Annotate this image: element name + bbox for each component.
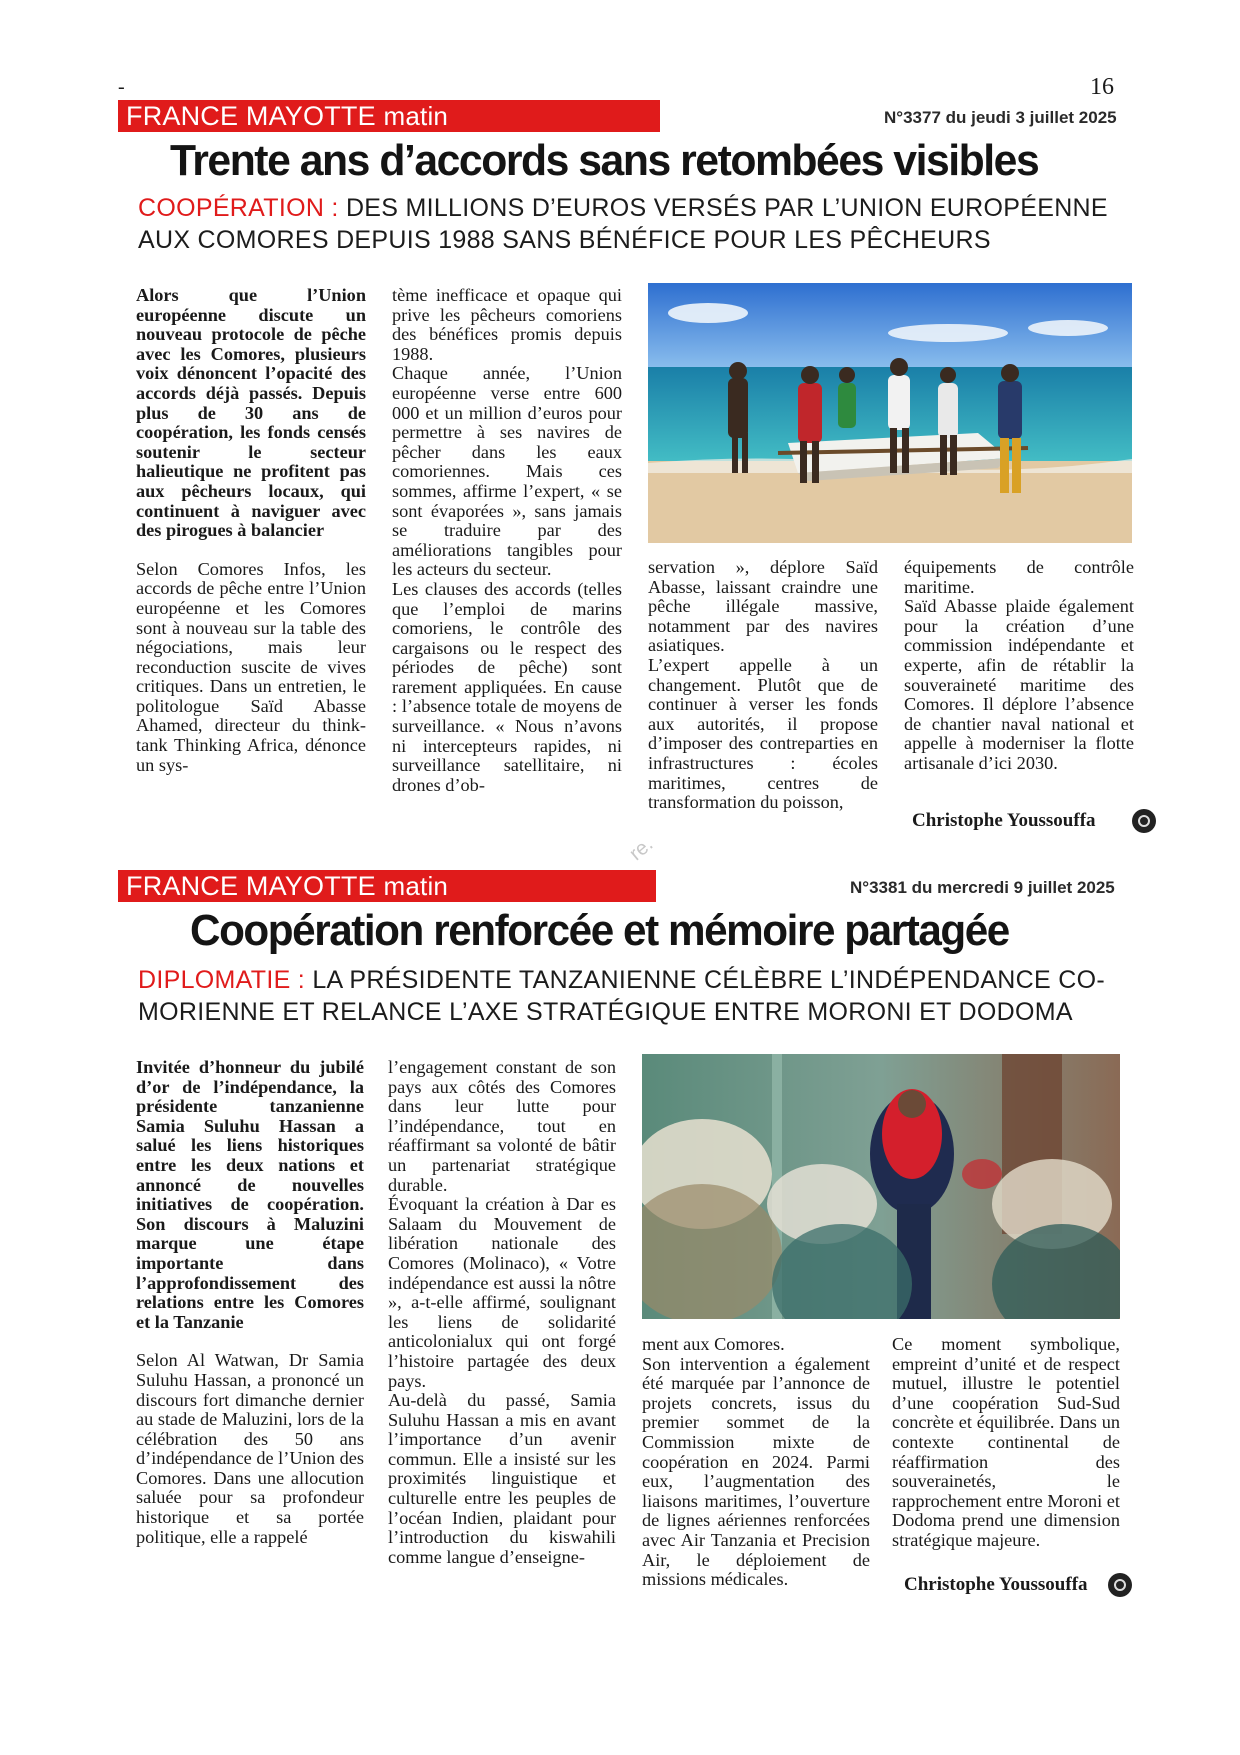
body-paragraph: Son intervention a également été marquée par l’annonce de projets concrets, issus du premier sommet de la Commission mixte de coopération en 2024. Parmi eux, l’augmentation des liaisons maritimes, l’ouverture de lignes aériennes renforcées avec Air Tanzania et Precision Air, le déploiement de missions médicales. xyxy=(642,1353,870,1590)
author-signature: Christophe Youssouffa xyxy=(912,810,1096,831)
lead-paragraph: Invitée d’honneur du jubilé d’or de l’indépendance, la présidente tanzanienne Samia Suluhu Hassan a salué les liens historiques entre les deux nations et annoncé de nouvelles initiatives de coopération. Son discours à Maluzini marque une étape importante dans l’approfondissement des relations entre les Comores et la Tanzanie xyxy=(136,1057,364,1332)
kicker-line-1: DES MILLIONS D’EUROS VERSÉS PAR L’UNION EUROPÉENNE xyxy=(345,194,1108,222)
watermark: re. xyxy=(625,833,658,866)
article-kicker xyxy=(138,192,1138,256)
photo-fishermen-pirogue xyxy=(648,283,1132,543)
kicker-line-1: LA PRÉSIDENTE TANZANIENNE CÉLÈBRE L’INDÉPENDANCE CO- xyxy=(312,966,1105,994)
body-paragraph: servation », déplore Saïd Abasse, laissant craindre une pêche illégale massive, notamment par des navires asiatiques. xyxy=(648,557,878,656)
body-paragraph: Au-delà du passé, Samia Suluhu Hassan a mis en avant l’importance d’un avenir commun. Elle a insisté sur les proximités linguistique et culturelle entre les peuples de l’océan Indien, plaidant pour l’introduction du kiswahili comme langue d’enseigne- xyxy=(388,1390,616,1567)
article-title: Trente ans d’accords sans retombées visibles xyxy=(170,136,1039,185)
body-paragraph: Saïd Abasse plaide également pour la création d’une commission indépendante et experte, afin de rétablir la souveraineté maritime des Comores. Il déplore l’absence de chantier naval national et appelle à moderniser la flotte artisanale d’ici 2030. xyxy=(904,596,1134,773)
body-paragraph: ment aux Comores. xyxy=(642,1334,785,1354)
lead-paragraph: Alors que l’Union européenne discute un nouveau protocole de pêche avec les Comores, plusieurs voix dénoncent l’opacité des accords déjà passés. Depuis plus de 30 ans de coopération, les fonds censés soutenir le secteur halieutique ne profitent pas aux pêcheurs locaux, qui continuent à naviguer avec des pirogues à balancier xyxy=(136,285,366,541)
article-kicker xyxy=(138,964,1138,1028)
masthead-band xyxy=(118,870,656,902)
ceremony-photo-illustration xyxy=(642,1054,1120,1319)
fishermen-photo-illustration xyxy=(648,283,1132,543)
kicker-label: COOPÉRATION : xyxy=(138,194,339,222)
camera-icon xyxy=(1108,1573,1132,1597)
body-paragraph: équipements de contrôle maritime. xyxy=(904,557,1134,597)
column-2 xyxy=(392,286,622,795)
article-diplomacy xyxy=(0,870,1240,1630)
body-paragraph: Les clauses des accords (telles que l’emploi de marins comoriens, le contrôle des cargaisons ou le respect des périodes de pêche) sont rarement appliquées. En cause : l’absence totale de moyens de surveillance. « Nous n’avons ni intercepteurs rapides, ni surveillance satellitaire, ni drones d’ob- xyxy=(392,578,622,795)
body-paragraph: L’expert appelle à un changement. Plutôt que de continuer à verser les fonds aux autorités, il propose d’imposer des contreparties en infrastructures : écoles maritimes, centres de transformation du poisson, xyxy=(648,654,878,813)
issue-line: N°3377 du jeudi 3 juillet 2025 xyxy=(884,108,1117,127)
author-signature: Christophe Youssouffa xyxy=(904,1574,1088,1595)
page-dash: - xyxy=(118,76,125,98)
body-paragraph: Chaque année, l’Union européenne verse entre 600 000 et un million d’euros pour permettre à ses navires de pêcher dans les eaux comoriennes. Mais ces sommes, affirme l’expert, « se sont évaporées », sans jamais se traduire par des améliorations tangibles pour les acteurs du secteur. xyxy=(392,363,622,580)
issue-line: N°3381 du mercredi 9 juillet 2025 xyxy=(850,878,1115,897)
photo-president-ceremony xyxy=(642,1054,1120,1319)
column-2 xyxy=(388,1058,616,1567)
column-4 xyxy=(892,1335,1120,1551)
masthead-brand: FRANCE MAYOTTE matin xyxy=(126,871,449,901)
body-paragraph: Selon Al Watwan, Dr Samia Suluhu Hassan, a prononcé un discours fort dimanche dernier au stade de Maluzini, lors de la célébration des 50 ans d’indépendance de l’Union des Comores. Dans une allocution saluée pour sa profondeur historique et sa portée politique, elle a rappelé xyxy=(136,1350,364,1547)
article-fisheries xyxy=(0,100,1240,860)
column-3 xyxy=(642,1335,870,1590)
column-3 xyxy=(648,558,878,813)
body-paragraph: Selon Comores Infos, les accords de pêche entre l’Union européenne et les Comores sont à nouveau sur la table des négociations, mais leur reconduction suscite de vives critiques. Dans un entretien, le politologue Saïd Abasse Ahamed, directeur du think-tank Thinking Africa, dénonce un sys- xyxy=(136,558,366,775)
masthead-band xyxy=(118,100,660,132)
camera-icon xyxy=(1132,809,1156,833)
kicker-label: DIPLOMATIE : xyxy=(138,966,306,994)
body-paragraph: tème inefficace et opaque qui prive les pêcheurs comoriens des bénéfices promis depuis 1988. xyxy=(392,285,622,364)
column-1 xyxy=(136,286,366,775)
article-title: Coopération renforcée et mémoire partagée xyxy=(190,906,1009,955)
body-paragraph: l’engagement constant de son pays aux côtés des Comores dans leur lutte pour l’indépendance, tout en réaffirmant sa volonté de bâtir un partenariat stratégique durable. xyxy=(388,1057,616,1195)
body-paragraph: Évoquant la création à Dar es Salaam du Mouvement de libération nationale des Comores (Molinaco), « Votre indépendance est aussi la nôtre », a-t-elle affirmé, soulignant les liens de solidarité anticolonialux qui ont forgé l’histoire partagée des deux pays. xyxy=(388,1194,616,1391)
body-paragraph: Ce moment symbolique, empreint d’unité et de respect mutuel, illustre le potentiel d’une coopération Sud-Sud concrète et équilibrée. Dans un contexte continental de réaffirmation des souverainetés, le rapprochement entre Moroni et Dodoma prend une dimension stratégique majeure. xyxy=(892,1334,1120,1550)
masthead-brand: FRANCE MAYOTTE matin xyxy=(126,101,449,131)
column-4 xyxy=(904,558,1134,774)
column-1 xyxy=(136,1058,364,1547)
kicker-line-2: AUX COMORES DEPUIS 1988 SANS BÉNÉFICE POUR LES PÊCHEURS xyxy=(138,226,991,254)
page-number: 16 xyxy=(1090,74,1114,100)
kicker-line-2: MORIENNE ET RELANCE L’AXE STRATÉGIQUE ENTRE MORONI ET DODOMA xyxy=(138,998,1073,1026)
